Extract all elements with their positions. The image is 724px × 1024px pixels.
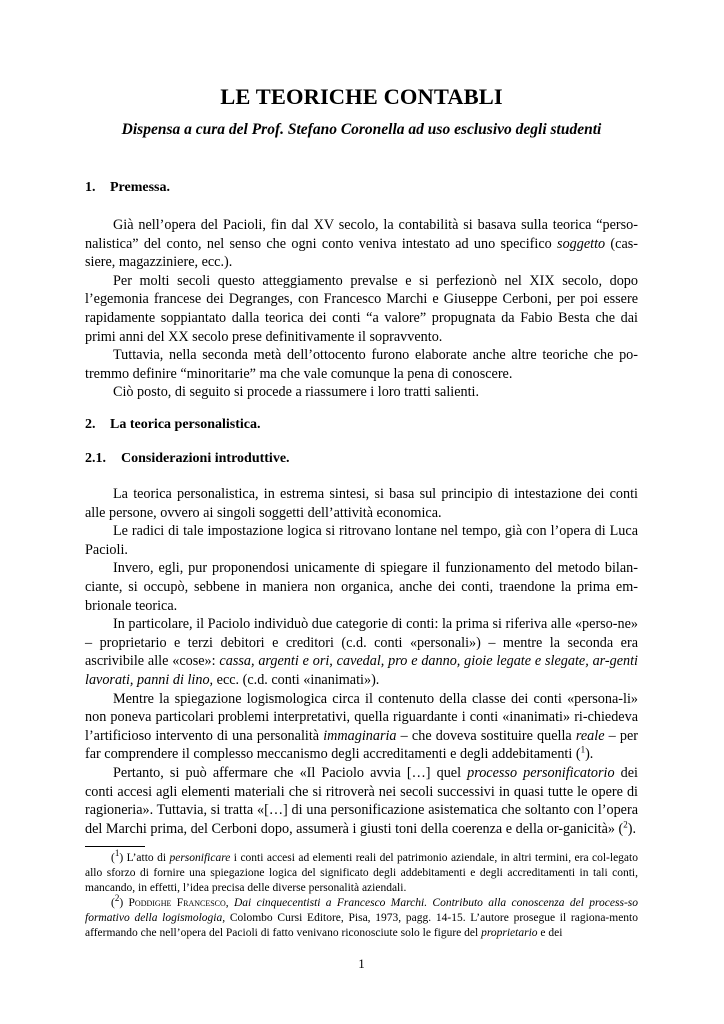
- footnotes: [85, 848, 638, 942]
- document-title: LE TEORICHE CONTABLI: [220, 84, 503, 109]
- text-run-italic: soggetto: [557, 235, 606, 252]
- section-1-heading: [85, 180, 170, 196]
- text-run: In particolare, il Paciolo individuò due categorie di conti: la prima si riferiva alle «perso-ne» – proprietario e terzi debitori e creditori (c.d. conti «personali») – mentre la seconda era ascrivibile alle «cose»:: [85, 616, 638, 670]
- paragraph: Per molti secoli questo atteggiamento prevalse e si perfezionò nel XIX secolo, dopo l’egemonia francese dei Degranges, con Francesco Marchi e Giuseppe Cerboni, per poi essere rapidamente soppiantato dalla teorica dei conti “a valore” propugnata da Fabio Besta che dai primi anni del XX secolo prese definitivamente il sopravvento.: [85, 272, 638, 345]
- footnote-ref[interactable]: 1: [580, 744, 586, 755]
- paragraph: Invero, egli, pur proponendosi unicamente di spiegare il funzionamento del metodo bilan-ciante, si occupò, sebbene in maniera non organica, anche dei conti, traendone la prima em-brionale teorica.: [85, 560, 638, 614]
- text-run: i conti accesi ad elementi reali del patrimonio aziendale, in altri termini, era col-legato allo sforzo di fornire una spiegazione logica del significato degli addebitamenti e degli accreditamenti in tali conti, mancando, in effetti, l’idea precisa delle diverse personalità aziendali.: [85, 852, 638, 895]
- section-number: 2.1.: [85, 451, 106, 466]
- text-run-italic: cassa, argenti e ori, cavedal, pro e danno, gioie legate e slegate, ar-genti lavorati, panni di lino,: [85, 653, 638, 688]
- text-run: (: [111, 852, 115, 864]
- section-title: Premessa.: [110, 180, 170, 195]
- document-subtitle: Dispensa a cura del Prof. Stefano Coronella ad uso esclusivo degli studenti: [121, 121, 602, 138]
- text-run: ,: [225, 897, 234, 910]
- text-run-italic: reale: [575, 727, 605, 744]
- text-run: (cas-siere, magazziniere, ecc.).: [85, 235, 638, 271]
- text-run-italic: personificare: [169, 852, 231, 864]
- section-number: 1.: [85, 180, 96, 195]
- footnote-separator: [85, 846, 145, 847]
- paragraph: [85, 764, 638, 838]
- footnote-1: [85, 848, 638, 896]
- text-run: Già nell’opera del Pacioli, fin dal XV secolo, la contabilità si basava sulla teorica “perso-nalistica” del conto, nel senso che ogni conto veniva intestato ad uno specifico: [85, 217, 638, 252]
- section-2-heading: [85, 417, 260, 433]
- footnote-ref[interactable]: 2: [623, 818, 628, 829]
- section-title: Considerazioni introduttive.: [121, 451, 290, 466]
- page-number: 1: [358, 956, 365, 971]
- text-run: ): [119, 897, 129, 910]
- section-2-1-body: [85, 485, 638, 838]
- paragraph: [85, 216, 638, 272]
- section-title: La teorica personalistica.: [110, 417, 261, 432]
- paragraph: [85, 615, 638, 689]
- paragraph: Ciò posto, di seguito si procede a riassumere i loro tratti salienti.: [113, 384, 480, 401]
- text-run: – che doveva sostituire quella: [396, 727, 576, 744]
- section-1-body: [85, 216, 638, 402]
- section-number: 2.: [85, 417, 96, 432]
- paragraph: Tuttavia, nella seconda metà dell’ottocento furono elaborate anche altre teoriche che po-tremmo definire “minoritarie” ma che vale comunque la pena di conoscere.: [85, 347, 638, 382]
- text-run: ).: [585, 746, 594, 763]
- text-run: ).: [627, 820, 637, 837]
- text-run-italic: immaginaria: [323, 727, 397, 744]
- text-run-italic: processo personificatorio: [467, 764, 615, 781]
- paragraph: La teorica personalistica, in estrema sintesi, si basa sul principio di intestazione dei conti alle persone, ovvero ai singoli soggetti dell’attività economica.: [85, 486, 638, 521]
- paragraph: Le radici di tale impostazione logica si ritrovano lontane nel tempo, già con l’opera di Luca Pacioli.: [85, 523, 638, 558]
- text-run: (: [111, 897, 115, 910]
- text-run: ) L’atto di: [119, 852, 170, 864]
- text-run-italic: proprietario: [481, 927, 538, 940]
- text-run: Pertanto, si può affermare che «Il Paciolo avvia […] quel: [113, 764, 468, 781]
- text-run: dei conti accesi agli elementi materiali che si ritroverà nei secoli successivi in quasi tutte le opere di ragioneria». Tuttavia, si tratta «[…] di una personificazione asistematica che soltanto con l’opera del Marchi prima, del Cerboni dopo, assumerà i giusti toni della coerenza e della or-ganicità» (: [85, 764, 638, 837]
- author-name: Poddighe Francesco: [128, 897, 226, 910]
- text-run: e dei: [537, 927, 563, 940]
- text-run: Colombo Cursi Editore, Pisa, 1973, pagg. 14-15. L’autore prosegue il ragiona-mento affermando che nell’opera del Pacioli di fatto venivano riconosciute solo le figure del: [85, 912, 638, 940]
- text-run: ecc. (c.d. conti «inanimati»).: [213, 671, 380, 688]
- footnote-2: [85, 893, 638, 941]
- section-2-1-heading: [85, 451, 290, 467]
- text-run: Mentre la spiegazione logismologica circa il contenuto della classe dei conti «persona-li» non poneva particolari problemi interpretativi, quella riguardante i conti «inanimati» ri-chiedeva l’artificioso intervento di una personalità: [85, 690, 638, 744]
- book-title: Dai cinquecentisti a Francesco Marchi. Contributo alla conoscenza del process-so formativo della logismologia,: [85, 897, 638, 925]
- text-run: – per far comprendere il complesso meccanismo degli accreditamenti e degli addebitamenti (: [85, 727, 639, 763]
- footnote-mark: 2: [114, 893, 120, 904]
- footnote-mark: 1: [114, 848, 120, 859]
- paragraph: [85, 690, 638, 764]
